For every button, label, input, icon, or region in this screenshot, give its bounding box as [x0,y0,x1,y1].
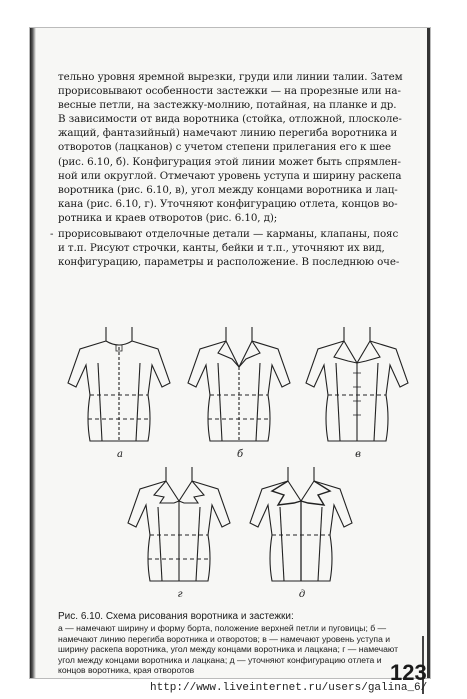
caption-line: ширину раскепа воротника, угол между концами воротника и лацкана; г — намечают [58,644,399,655]
figure-a-sketch [60,323,178,460]
caption-line: концов воротника, края отворотов [58,665,195,676]
body-line: ротника и краев отворотов (рис. 6.10, д); [58,211,278,224]
body-line: жащий, фантазийный) намечают линию перегиба воротника и [58,127,398,140]
body-line: (рис. 6.10, б). Конфигурация этой линии может быть спрямлен- [58,155,401,168]
body-line: отворотов (лацканов) с учетом степени прилегания его к шее [58,141,391,154]
figure-label-g: г [177,589,183,600]
figure-caption [58,612,414,675]
watermark-url: http://www.liveinternet.ru/users/galina_6/ [150,682,428,694]
caption-title: Рис. 6.10. Схема рисования воротника и застежки: [58,611,294,622]
body-line: весные петли, на застежку-молнию, потайная, на планке и др. [58,99,397,112]
caption-line: угол между концами воротника и лацкана; д — уточняют конфигурацию отлета и [58,654,382,665]
figure-label-a: а [117,449,123,460]
bullet-marker: - [50,228,54,241]
body-line: В зависимости от вида воротника (стойка, отложной, плосколе- [58,113,402,126]
body-line: тельно уровня яремной вырезки, груди или линии талии. Затем [58,71,403,83]
figure-v-sketch [298,323,416,460]
page-number: 123 [390,660,427,685]
figure-b-sketch [180,323,298,460]
body-text [50,70,408,269]
caption-line: а — намечают ширину и форму борта, положение верхней петли и пуговицы; б — [58,623,387,634]
bullet-item [50,227,408,269]
figure-g-sketch [120,463,238,600]
body-line: прорисовывают особенности застежки — на прорезные или на- [58,85,401,98]
bullet-line: и т.п. Рисуют строчки, канты, бейки и т.п., уточняют их вид, [58,242,385,255]
figure-label-v: в [355,449,361,460]
book-page [30,28,430,685]
body-line: воротника (рис. 6.10, в), угол между концами воротника и лац- [58,183,398,196]
body-line: кана (рис. 6.10, г). Уточняют конфигурацию отлета, концов во- [58,197,398,210]
body-line: ной или округлой. Отмечают уровень уступа и ширину раскепа [58,169,402,182]
figure-label-d: д [298,589,306,600]
figure-6-10 [58,323,418,598]
bullet-line: конфигурацию, параметры и расположение. В последнюю оче- [58,256,400,269]
bullet-line: прорисовывают отделочные детали — карманы, клапаны, пояс [58,228,399,241]
caption-line: намечают линию перегиба воротника и отворотов; в — намечают уровень уступа и [58,633,391,644]
figure-d-sketch [242,463,360,600]
figure-label-b: б [236,449,244,460]
